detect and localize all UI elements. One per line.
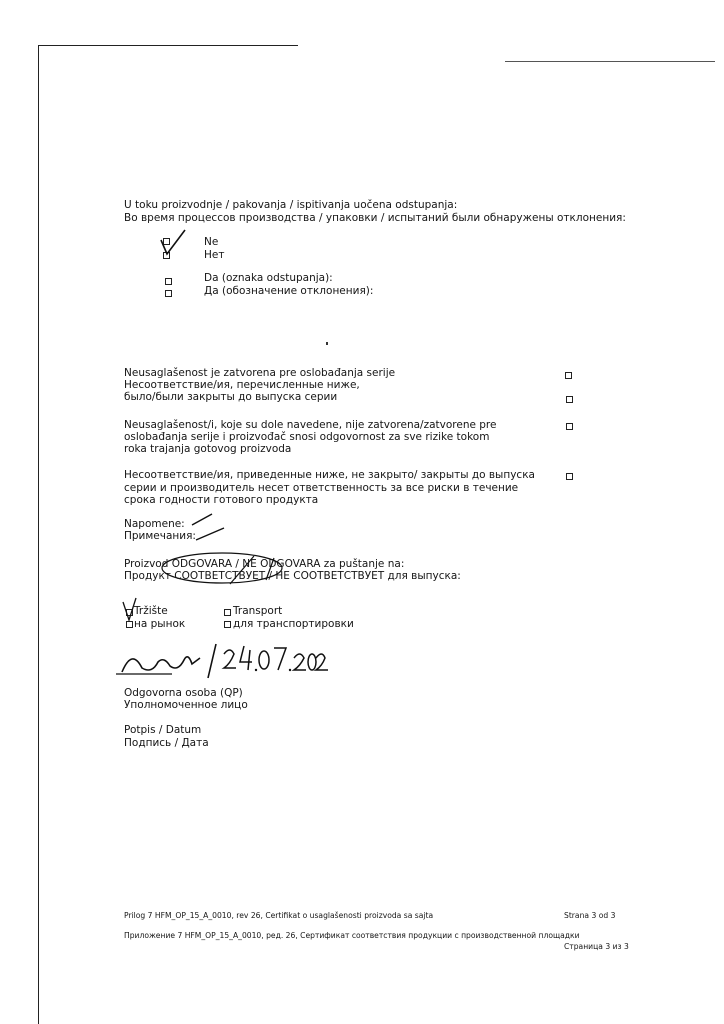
option-yes-ru: Да (обозначение отклонения): bbox=[204, 285, 374, 297]
nc-open-ru-1: Несоответствие/ия, приведенные ниже, не закрыто/ закрыты до выпуска bbox=[124, 469, 535, 481]
signature-date-sr: Potpis / Datum bbox=[124, 724, 202, 736]
checkbox-nc-open-ru[interactable] bbox=[566, 473, 573, 480]
release-line-sr: Proizvod ODGOVARA / NE ODGOVARA za puštanje na: bbox=[124, 558, 405, 570]
footer-right-ru: Страница 3 из 3 bbox=[564, 942, 629, 951]
notes-label-sr: Napomene: bbox=[124, 518, 185, 530]
footer-left-ru: Приложение 7 HFM_OP_15_A_0010, ред. 26, Сертификат соответствия продукции с производственной площадки bbox=[124, 931, 580, 940]
checkbox-yes-ru[interactable] bbox=[165, 290, 172, 297]
market-sr: Tržište bbox=[134, 605, 168, 617]
checkmark-icon bbox=[158, 228, 188, 262]
checkbox-yes-sr[interactable] bbox=[165, 278, 172, 285]
nc-open-ru-3: срока годности готового продукта bbox=[124, 494, 319, 506]
nc-open-ru-2: серии и производитель несет ответственность за все риски в течение bbox=[124, 482, 519, 494]
market-checkmark-icon bbox=[120, 596, 146, 628]
checkbox-nc-closed-ru[interactable] bbox=[566, 396, 573, 403]
nc-open-sr-1: Neusaglašenost/i, koje su dole navedene, nije zatvorena/zatvorene pre bbox=[124, 419, 497, 431]
option-no-ru: Нет bbox=[204, 249, 225, 261]
notes-strike-icon bbox=[190, 510, 230, 542]
nc-closed-sr: Neusaglašenost je zatvorena pre oslobađanja serije bbox=[124, 367, 396, 379]
notes-label-ru: Примечания: bbox=[124, 530, 196, 542]
footer-right-sr: Strana 3 od 3 bbox=[564, 911, 616, 920]
top-border-line-right bbox=[505, 61, 715, 62]
checkbox-nc-closed-sr[interactable] bbox=[565, 372, 572, 379]
nc-closed-ru-1: Несоответствие/ия, перечисленные ниже, bbox=[124, 379, 360, 391]
checkbox-nc-open-sr[interactable] bbox=[566, 423, 573, 430]
top-border-line-left bbox=[38, 45, 298, 46]
release-circle-icon bbox=[160, 548, 290, 590]
option-yes-sr: Da (oznaka odstupanja): bbox=[204, 272, 333, 284]
nc-closed-ru-2: было/были закрыты до выпуска серии bbox=[124, 391, 338, 403]
responsible-person-sr: Odgovorna osoba (QP) bbox=[124, 687, 243, 699]
checkbox-transport-ru[interactable] bbox=[224, 621, 231, 628]
release-line-ru: Продукт СООТВЕТСТВУЕТ / НЕ СООТВЕТСТВУЕТ для выпуска: bbox=[124, 570, 461, 582]
signature-date-ru: Подпись / Дата bbox=[124, 737, 209, 749]
market-ru: на рынок bbox=[134, 618, 186, 630]
option-no-sr: Ne bbox=[204, 236, 219, 248]
transport-ru: для транспортировки bbox=[233, 618, 354, 630]
deviations-heading-ru: Во время процессов производства / упаковки / испытаний были обнаружены отклонения: bbox=[124, 212, 626, 224]
handwritten-signature bbox=[112, 638, 332, 686]
footer-left-sr: Prilog 7 HFM_OP_15_A_0010, rev 26, Certifikat o usaglašenosti proizvoda sa sajta bbox=[124, 911, 434, 920]
transport-sr: Transport bbox=[233, 605, 283, 617]
left-border-line bbox=[38, 45, 39, 1024]
nc-open-sr-2: oslobađanja serije i proizvođač snosi odgovornost za sve rizike tokom bbox=[124, 431, 490, 443]
deviations-heading-sr: U toku proizvodnje / pakovanja / ispitivanja uočena odstupanja: bbox=[124, 199, 458, 211]
nc-open-sr-3: roka trajanja gotovog proizvoda bbox=[124, 443, 292, 455]
responsible-person-ru: Уполномоченное лицо bbox=[124, 699, 248, 711]
checkbox-transport-sr[interactable] bbox=[224, 609, 231, 616]
speck bbox=[326, 342, 328, 345]
